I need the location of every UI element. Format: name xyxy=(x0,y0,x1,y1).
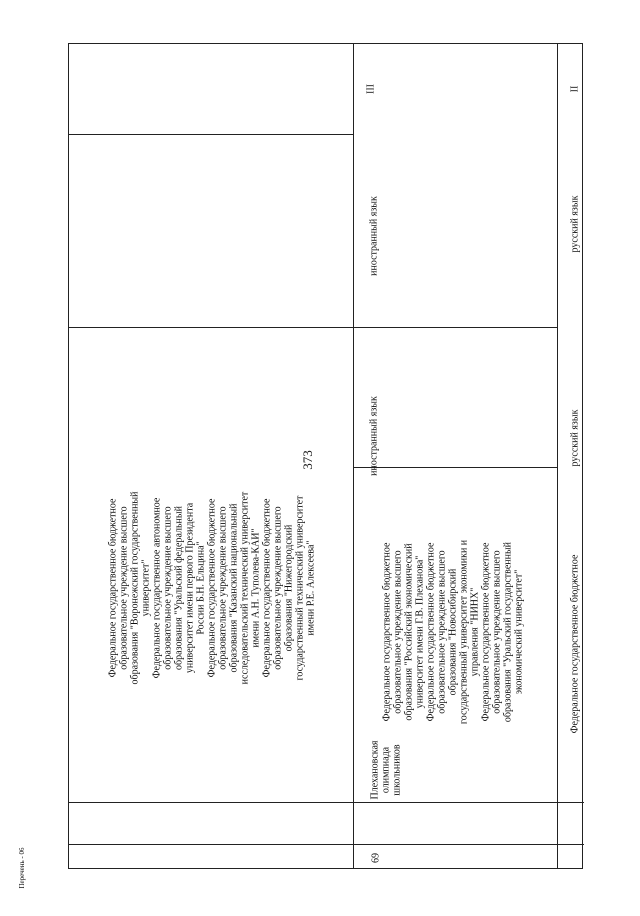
org-line: образования "Казанский национальный xyxy=(228,503,240,673)
org-line: образовательное учреждение высшего xyxy=(118,506,130,670)
org-line: образования "Новосибирский xyxy=(447,568,459,696)
org-line: образовательное учреждение высшего xyxy=(272,506,284,670)
org-line: имени А.Н. Туполева-КАИ" xyxy=(250,528,262,648)
org-line: образования "Нижегородский xyxy=(283,524,295,652)
org-line: имени Р.Е. Алексеева" xyxy=(305,540,317,636)
org-line: образования "Уральский государственный xyxy=(502,541,514,723)
org-line: Федеральное государственное бюджетное xyxy=(107,498,119,678)
org-line: Федеральное государственное бюджетное xyxy=(480,542,492,722)
level-cell: III xyxy=(365,84,377,94)
org-line: университет" xyxy=(140,559,152,617)
organizations-cell xyxy=(382,540,525,724)
organizations-cell xyxy=(108,491,317,684)
org-line: России Б.Н. Ельцина" xyxy=(195,541,207,635)
divider xyxy=(557,44,558,868)
name-line: олимпиада xyxy=(380,746,392,794)
org-line: образовательное учреждение высшего xyxy=(162,506,174,670)
org-line: экономический университет" xyxy=(513,569,525,695)
page-number: 373 xyxy=(300,450,315,470)
divider xyxy=(69,844,584,845)
org-line: государственный технический университет xyxy=(294,495,306,681)
org-line: Федеральное государственное бюджетное xyxy=(206,498,218,678)
org-line: Федеральное государственное бюджетное xyxy=(261,498,273,678)
olympiad-table xyxy=(68,43,583,869)
org-line: образовательное учреждение высшего xyxy=(217,506,229,670)
level-cell: II xyxy=(569,85,581,93)
org-line: государственный университет экономики и xyxy=(458,539,470,725)
org-line: образовательное учреждение высшего xyxy=(491,550,503,714)
divider xyxy=(69,327,557,328)
org-line: исследовательский технический университет xyxy=(239,491,251,685)
subject-cell: иностранный язык xyxy=(368,396,380,476)
divider xyxy=(69,134,353,135)
divider xyxy=(353,467,557,468)
org-line: управления "НИНХ" xyxy=(469,587,481,677)
org-line: Федеральное государственное бюджетное xyxy=(425,542,437,722)
org-line: образования "Российский экономический xyxy=(403,543,415,721)
org-line: образовательное учреждение высшего xyxy=(392,550,404,714)
org-line: образования "Воронежский государственный xyxy=(129,491,141,685)
olympiad-name xyxy=(370,740,403,799)
org-line: образовательное учреждение высшего xyxy=(436,550,448,714)
name-line: школьников xyxy=(391,744,403,796)
organizations-cell: Федеральное государственное бюджетное xyxy=(569,554,581,734)
org-line: Федеральное государственное бюджетное xyxy=(381,542,393,722)
divider xyxy=(69,802,584,803)
footer-label: Перечень - 06 xyxy=(18,847,26,889)
profile-cell: русский язык xyxy=(569,195,581,253)
org-line: образования "Уральский федеральный xyxy=(173,506,185,670)
name-line: Плехановская xyxy=(369,740,381,800)
subject-cell: русский язык xyxy=(569,409,581,467)
org-line: университет имени Г.В. Плеханова" xyxy=(414,555,426,709)
org-line: университет имени первого Президента xyxy=(184,502,196,674)
profile-cell: иностранный язык xyxy=(368,196,380,276)
divider xyxy=(353,44,354,868)
row-number: 69 xyxy=(370,853,382,863)
org-line: Федеральное государственное автономное xyxy=(151,497,163,679)
